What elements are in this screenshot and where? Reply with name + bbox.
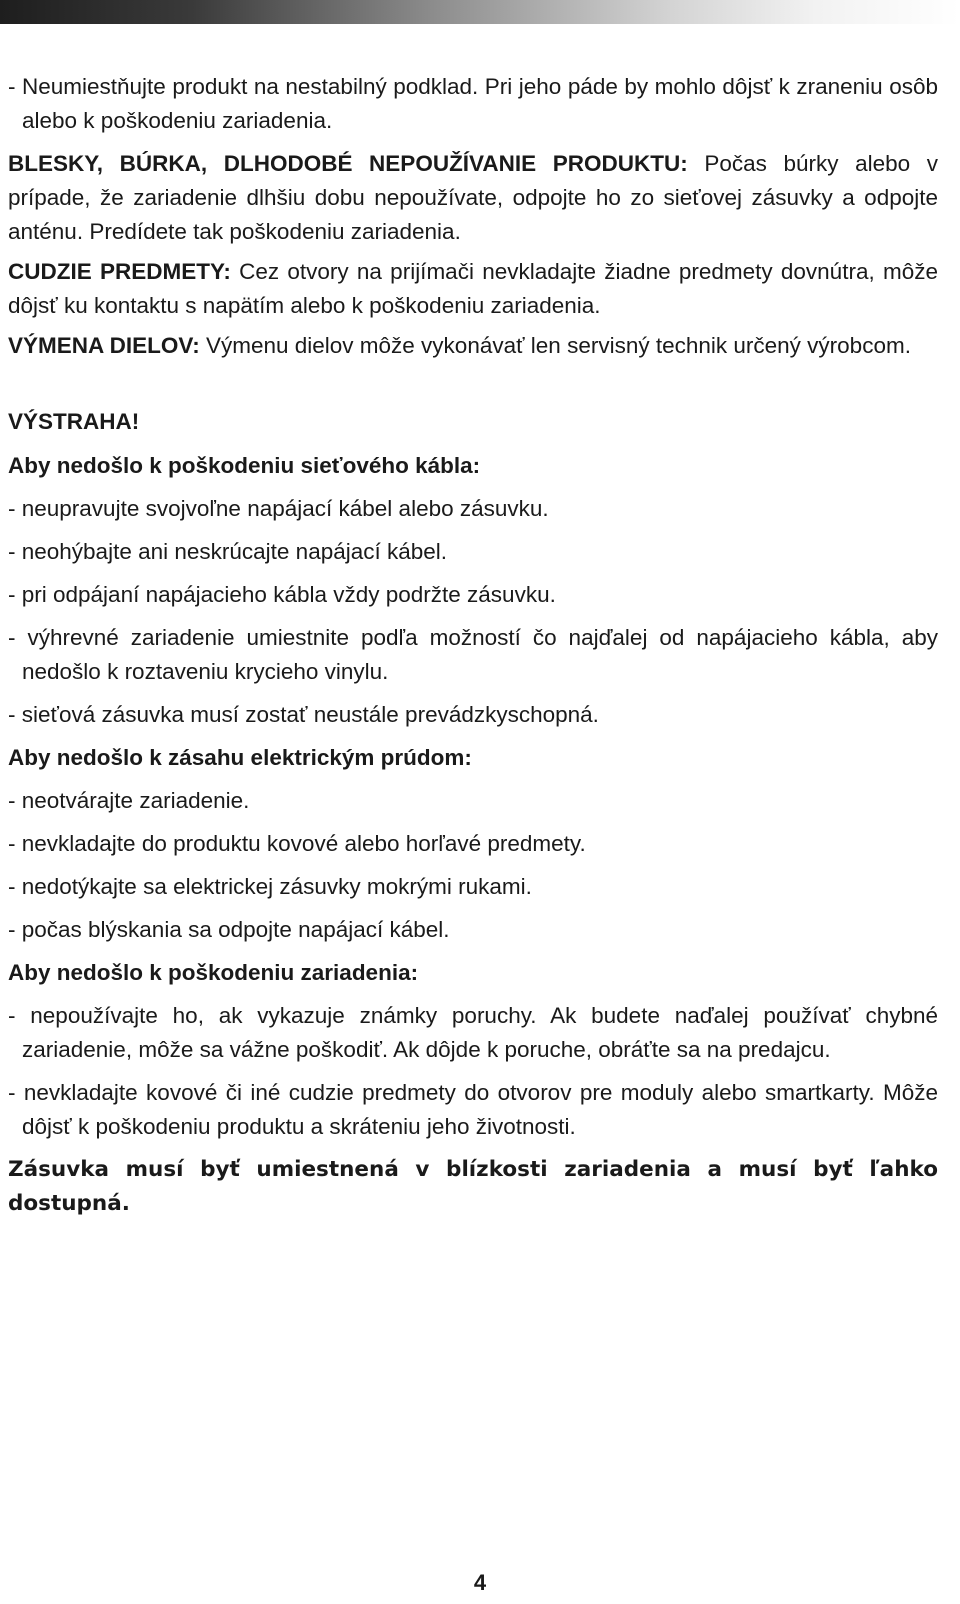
list-item: - nevkladajte kovové či iné cudzie predmety do otvorov pre moduly alebo smartkarty. Môže dôjsť k poškodeniu produktu a skráteniu jeho životnosti. [8,1080,938,1139]
page-number: 4 [473,1570,487,1595]
intro-item: - Neumiestňujte produkt na nestabilný podklad. Pri jeho páde by mohlo dôjsť k zraneniu osôb alebo k poškodeniu zariadenia. [8,74,938,133]
paragraph-parts-replacement [8,329,938,363]
list-item: - neupravujte svojvoľne napájací kábel alebo zásuvku. [8,496,549,521]
document-body [8,70,938,1221]
list-item: - neohýbajte ani neskrúcajte napájací kábel. [8,539,448,564]
list-item: - počas blýskania sa odpojte napájací kábel. [8,917,450,942]
list-item: - nevkladajte do produktu kovové alebo horľavé predmety. [8,831,586,856]
list-item: - sieťová zásuvka musí zostať neustále prevádzkyschopná. [8,702,599,727]
paragraph-label: BLESKY, BÚRKA, DLHODOBÉ NEPOUŽÍVANIE PRODUKTU: [8,151,688,176]
list-item: - nepoužívajte ho, ak vykazuje známky poruchy. Ak budete naďalej používať chybné zariadenie, môže sa vážne poškodiť. Ak dôjde k poruche, obráťte sa na predajcu. [8,1003,938,1062]
list-item: - nedotýkajte sa elektrickej zásuvky mokrými rukami. [8,874,532,899]
final-note: Zásuvka musí byť umiestnená v blízkosti zariadenia a musí byť ľahko dostupná. [8,1157,938,1216]
paragraph-text: Výmenu dielov môže vykonávať len servisný technik určený výrobcom. [199,333,911,358]
section-heading-cable: Aby nedošlo k poškodeniu sieťového kábla: [8,453,481,478]
list-item: - výhrevné zariadenie umiestnite podľa možností čo najďalej od napájacieho kábla, aby nedošlo k roztaveniu krycieho vinylu. [8,625,938,684]
paragraph-label: VÝMENA DIELOV: [8,333,200,358]
paragraph-lightning [8,147,938,249]
list-item: - pri odpájaní napájacieho kábla vždy podržte zásuvku. [8,582,556,607]
paragraph-label: CUDZIE PREDMETY: [8,259,231,284]
list-item: - neotvárajte zariadenie. [8,788,250,813]
paragraph-text: Cez otvory na prijímači nevkladajte žiadne predmety dovnútra, môže dôjsť ku kontaktu s napätím alebo k poškodeniu zariadenia. [8,259,938,318]
section-heading-electric-shock: Aby nedošlo k zásahu elektrickým prúdom: [8,745,472,770]
paragraph-foreign-objects [8,255,938,323]
paragraph-text: Počas búrky alebo v prípade, že zariadenie dlhšiu dobu nepoužívate, odpojte ho zo sieťovej zásuvky a odpojte anténu. Predídete tak poškodeniu zariadenia. [8,151,938,244]
section-heading-device-damage: Aby nedošlo k poškodeniu zariadenia: [8,960,419,985]
warning-title: VÝSTRAHA! [8,409,140,434]
header-gradient-bar [0,0,960,24]
